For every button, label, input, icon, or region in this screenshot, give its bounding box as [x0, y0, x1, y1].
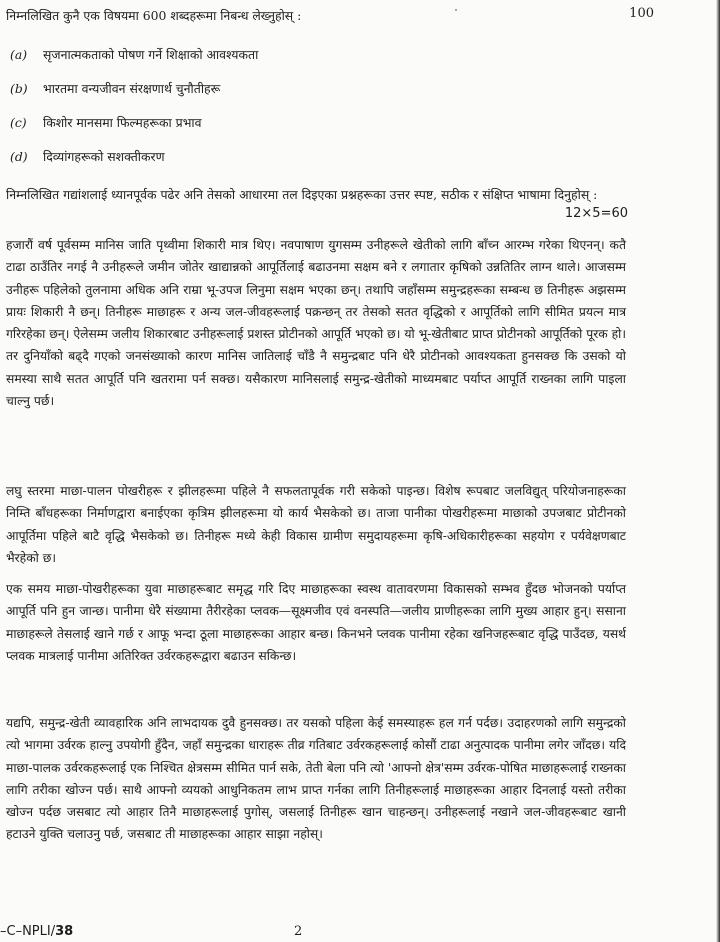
option-label: (a) — [10, 46, 28, 62]
essay-options-list — [10, 37, 630, 173]
question-1-heading: निम्नलिखित कुनै एक विषयमा 600 शब्दहरूमा निबन्ध लेख्नुहोस् : — [6, 8, 302, 23]
option-text: दिव्यांगहरूको सशक्तीकरण — [43, 148, 165, 164]
option-label: (c) — [10, 114, 27, 130]
passage-paragraph-4: यद्यपि, समुन्द्र-खेती व्यावहारिक अनि लाभदायक दुवै हुनसक्छ। तर यसको पहिला केई समस्याहरू हल गर्न पर्दछ। उदाहरणको लागि समुन्द्रको त्यो भागमा उर्वरक हाल्नु उपयोगी हुँदैन, जहाँ समुन्द्रका धाराहरू तीव्र गतिबाट उर्वरकहरूलाई कोसौं टाढा अनुत्पादक पानीमा लगेर जाँदछ। यदि माछा-पालक उर्वरकहरूलाई एक निश्चित क्षेत्रसम्म सीमित पार्न सके, तेती बेला पनि त्यो 'आफ्नो क्षेत्र'सम्म उर्वरक-पोषित माछाहरूलाई राख्नका लागि तरीका खोज्न पर्छ। साथै आफ्नो व्ययको आधुनिकतम लाभ प्राप्त गर्नका लागि तिनीहरूलाई माछाहरूका आहार दिनलाई यस्तो तरीका खोज्न पर्दछ जसबाट त्यो आहार तिनै माछाहरूलाई पुगोस्, जसलाई तिनीहरू खान चाहन्छन्। उनीहरूलाई नखाने जल-जीवहरूबाट खानी हटाउने युक्ति चलाउनु पर्छ, जसबाट ती माछाहरूका आहार साझा नहोस्। — [6, 716, 626, 842]
option-label: (d) — [10, 148, 28, 164]
passage-paragraph-1: हजारौं वर्ष पूर्वसम्म मानिस जाति पृथ्वीमा शिकारी मात्र थिए। नवपाषाण युगसम्म उनीहरूले खेतीको लागि बाँच्न आरम्भ गरेका थिएनन्। कतै टाढा ठाउँतिर नगई नै उनीहरूले जमीन जोतेर खाद्यान्नको आपूर्तिलाई बढाउनमा सक्षम बने र लगातार कृषिको उन्नतितिर लाग्न थाले। आजसम्म उनीहरू पहिलेको तुलनामा अधिक अनि राम्रा भू-उपज लिनुमा सक्षम भएका छन्। तथापि जहाँसम्म समुन्द्रहरूका सम्बन्ध छ तिनीहरू अझसम्म प्रायः शिकारी नै छन्। तिनीहरू माछाहरू र अन्य जल-जीवहरूलाई पक्रन्छन् तर तेसको सतत वृद्धिको र आपूर्तिको लागि सीमित प्रयत्न मात्र गरिरहेका छन्। ऐलेसम्म जलीय शिकारबाट उनीहरूलाई प्रशस्त प्रोटीनको आपूर्ति भएको छ। यो भू-खेतीबाट प्राप्त प्रोटीनको आपूर्तिको पूरक हो। तर दुनियाँको बढ्दै गएको जनसंख्याको कारण मानिस जातिलाई चाँडै नै समुन्द्रबाट पनि धेरै प्रोटीनको आवश्यकता हुनसक्छ कि उसको यो समस्या साथै सतत आपूर्ति पनि खतरामा पर्न सक्छ। यसैकारण मानिसलाई समुन्द्र-खेतीको माध्यमबाट पर्याप्त आपूर्ति राख्नका लागि पाइला चाल्नु पर्छ। — [6, 238, 626, 409]
paper-code — [0, 924, 73, 939]
option-text: सृजनात्मकताको पोषण गर्ने शिक्षाको आवश्यकता — [43, 46, 259, 62]
passage-paragraph-3: एक समय माछा-पोखरीहरूका युवा माछाहरूबाट समृद्ध गरि दिए माछाहरूका स्वस्थ वातावरणमा विकासको सम्भव हुँदछ भोजनको पर्याप्त आपूर्ति पनि हुन जान्छ। पानीमा धेरै संख्यामा तैरीरहेका प्लवक—सूक्ष्मजीव एवं वनस्पति—जलीय प्राणीहरूका लागि मुख्य आहार हुन्। ससाना माछाहरूले तेसलाई खाने गर्छ र आफू भन्दा ठूला माछाहरूका आहार बन्छ। किनभने प्लवक पानीमा रहेका खनिजहरूबाट वृद्धि पाउँदछ, यसर्थ प्लवक मात्रलाई पानीमा अतिरिक्त उर्वरकहरूद्वारा बढाउन सकिन्छ। — [6, 582, 626, 663]
essay-option-b — [10, 71, 630, 105]
question-2-heading: निम्नलिखित गद्यांशलाई ध्यानपूर्वक पढेर अनि तेसको आधारमा तल दिइएका प्रश्नहरूका उत्तर स्पष्ट, सठीक र संक्षिप्त भाषामा दिनुहोस् : — [6, 187, 598, 202]
question-2-marks: 12×5=60 — [564, 206, 628, 221]
option-text: किशोर मानसमा फिल्महरूका प्रभाव — [43, 114, 202, 130]
essay-option-a — [10, 37, 630, 71]
essay-option-d — [10, 139, 630, 173]
paper-code-number: 38 — [55, 924, 74, 939]
option-label: (b) — [10, 80, 28, 96]
passage-paragraph-2: लघु स्तरमा माछा-पालन पोखरीहरू र झीलहरूमा पहिले नै सफलतापूर्वक गरी सकेको पाइन्छ। विशेष रूपबाट जलविद्युत् परियोजनाहरूका निम्ति बाँधहरूका निर्माणद्वारा बनाईएका कृत्रिम झीलहरूमा यो कार्य भैसकेको छ। ताजा पानीका पोखरीहरूमा माछाको उपजबाट प्रोटीनको आपूर्तिमा पहिले बाटै वृद्धि भैसकेको छ। तिनीहरू मध्ये केही विकास ग्रामीण समुदायहरूमा कृषि-अधिकारीहरूका सहयोग र पर्यवेक्षणबाट भैरहेको छ। — [6, 484, 626, 565]
essay-option-c — [10, 105, 630, 139]
paper-code-prefix: –C–NPLI/ — [0, 924, 56, 939]
page-edge-shadow — [716, 0, 720, 942]
page-number: 2 — [294, 924, 303, 939]
question-1-marks: 100 — [629, 6, 654, 21]
option-text: भारतमा वन्यजीवन संरक्षणार्थ चुनौतीहरू — [43, 80, 221, 96]
